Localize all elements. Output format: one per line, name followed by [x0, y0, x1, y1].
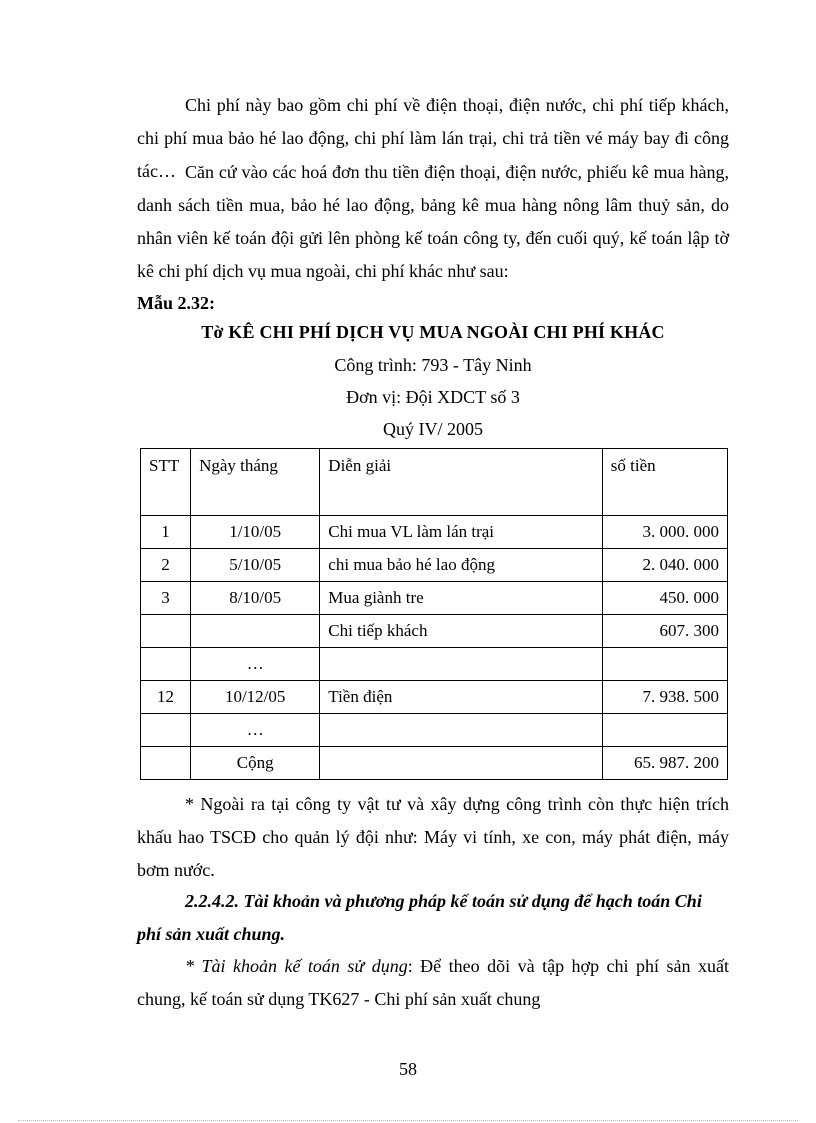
- header-description: Diễn giải: [320, 449, 602, 516]
- table-row: [141, 582, 728, 615]
- cell-description: [320, 747, 602, 780]
- header-date: Ngày tháng: [191, 449, 320, 516]
- paragraph-depreciation: * Ngoài ra tại công ty vật tư và xây dựng công trình còn thực hiện trích khấu hao TSCĐ cho quản lý đội như: Máy vi tính, xe con, máy phát điện, máy bơm nước.: [137, 794, 729, 880]
- paragraph-basis: Căn cứ vào các hoá đơn thu tiền điện thoại, điện nước, phiếu kê mua hàng, danh sách tiền mua, bảo hé lao động, bảng kê mua hàng nông lâm thuỷ sản, do nhân viên kế toán đội gửi lên phòng kế toán công ty, đến cuối quý, kế toán lập tờ kê chi phí dịch vụ mua ngoài, chi phí khác như sau:: [137, 162, 729, 281]
- cell-stt: [141, 615, 191, 648]
- form-period: Quý IV/ 2005: [383, 419, 483, 439]
- cell-stt: 2: [141, 549, 191, 582]
- table-row: [141, 648, 728, 681]
- cell-date: 5/10/05: [191, 549, 320, 582]
- paragraph-accounts: [137, 950, 729, 1016]
- cell-amount: 3. 000. 000: [602, 516, 727, 549]
- cell-date: 10/12/05: [191, 681, 320, 714]
- form-project: Công trình: 793 - Tây Ninh: [334, 355, 532, 375]
- cell-amount: 450. 000: [602, 582, 727, 615]
- form-unit: Đơn vị: Đội XDCT số 3: [346, 387, 520, 407]
- cell-date: 8/10/05: [191, 582, 320, 615]
- cell-amount: 607. 300: [602, 615, 727, 648]
- cell-total-amount: 65. 987. 200: [602, 747, 727, 780]
- header-amount: số tiền: [602, 449, 727, 516]
- cell-description: chi mua bảo hé lao động: [320, 549, 602, 582]
- cell-stt: [141, 747, 191, 780]
- cell-total-label: Cộng: [191, 747, 320, 780]
- page-bottom-rule: [18, 1120, 798, 1121]
- cell-amount: 7. 938. 500: [602, 681, 727, 714]
- table-row: [141, 615, 728, 648]
- accounts-body: : Để theo dõi và tập hợp chi phí sản xuất chung, kế toán sử dụng TK627 - Chi phí sản xuất chung: [137, 956, 729, 1009]
- table-total-row: [141, 747, 728, 780]
- table-row: [141, 714, 728, 747]
- cell-date: [191, 615, 320, 648]
- cell-description: Chi tiếp khách: [320, 615, 602, 648]
- form-title: Tờ KÊ CHI PHÍ DỊCH VỤ MUA NGOÀI CHI PHÍ KHÁC: [201, 322, 665, 342]
- cell-description: [320, 648, 602, 681]
- cell-stt: 12: [141, 681, 191, 714]
- cell-stt: [141, 714, 191, 747]
- cell-date: …: [191, 648, 320, 681]
- cell-amount: [602, 714, 727, 747]
- paragraph-other-costs: Chi phí này bao gồm chi phí về điện thoại, điện nước, chi phí tiếp khách, chi phí mua bảo hé lao động, chi phí làm lán trại, chi trả tiền vé máy bay đi công tác…: [137, 95, 729, 181]
- accounts-lead-in: * Tài khoản kế toán sử dụng: [185, 956, 408, 976]
- cell-date: 1/10/05: [191, 516, 320, 549]
- table-row: [141, 681, 728, 714]
- cell-stt: 3: [141, 582, 191, 615]
- form-label: Mẫu 2.32:: [137, 293, 215, 313]
- table-row: [141, 549, 728, 582]
- cell-description: [320, 714, 602, 747]
- section-heading: 2.2.4.2. Tài khoản và phương pháp kế toán sử dụng để hạch toán Chi phí sản xuất chung.: [137, 891, 702, 944]
- cell-date: …: [191, 714, 320, 747]
- expense-table: [140, 448, 728, 780]
- cell-stt: 1: [141, 516, 191, 549]
- cell-description: Tiền điện: [320, 681, 602, 714]
- cell-description: Mua giành tre: [320, 582, 602, 615]
- table-row: [141, 516, 728, 549]
- page-number: 58: [399, 1059, 417, 1079]
- cell-amount: 2. 040. 000: [602, 549, 727, 582]
- cell-description: Chi mua VL làm lán trại: [320, 516, 602, 549]
- table-header-row: [141, 449, 728, 516]
- cell-amount: [602, 648, 727, 681]
- cell-stt: [141, 648, 191, 681]
- header-stt: STT: [141, 449, 191, 516]
